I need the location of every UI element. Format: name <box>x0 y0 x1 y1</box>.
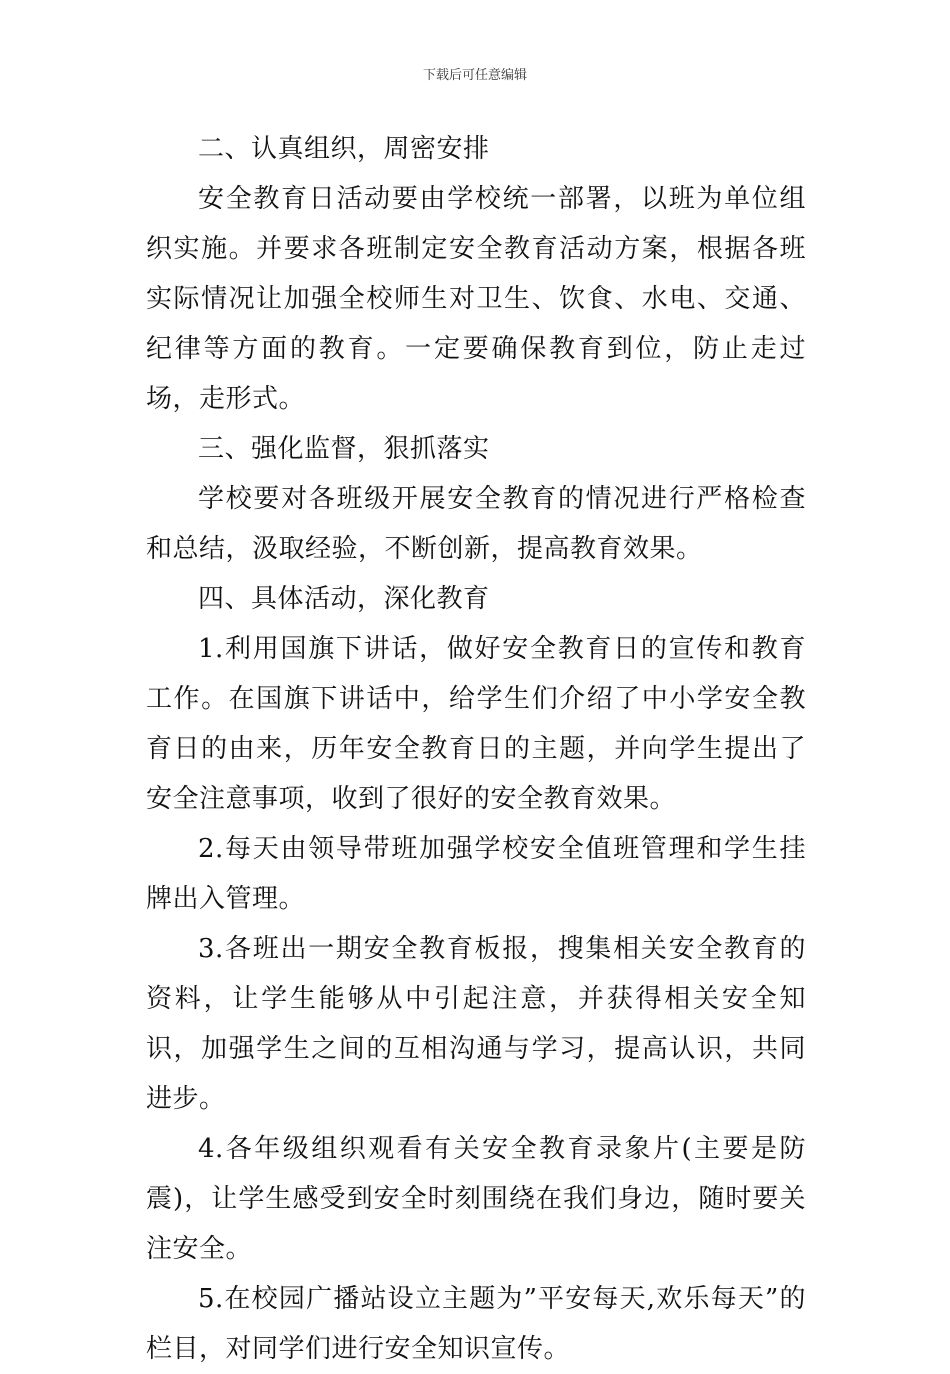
section-heading-4: 四、具体活动，深化教育 <box>198 584 490 614</box>
list-item: 1.利用国旗下讲话，做好安全教育日的宣传和教育工作。在国旗下讲话中，给学生们介绍了中小学安全教育日的由来，历年安全教育日的主题，并向学生提出了安全注意事项，收到了很好的安全教育效果。 <box>146 634 806 814</box>
list-item: 3.各班出一期安全教育板报，搜集相关安全教育的资料，让学生能够从中引起注意，并获得相关安全知识，加强学生之间的互相沟通与学习，提高认识，共同进步。 <box>146 934 806 1114</box>
document-body <box>146 124 806 1374</box>
section-heading-2: 二、认真组织，周密安排 <box>198 134 490 164</box>
list-item: 5.在校园广播站设立主题为”平安每天,欢乐每天”的栏目，对同学们进行安全知识宣传。 <box>146 1284 806 1364</box>
section-heading-3: 三、强化监督，狠抓落实 <box>198 434 490 464</box>
paragraph: 安全教育日活动要由学校统一部署，以班为单位组织实施。并要求各班制定安全教育活动方案，根据各班实际情况让加强全校师生对卫生、饮食、水电、交通、纪律等方面的教育。一定要确保教育到位，防止走过场，走形式。 <box>146 184 806 414</box>
page-header-note: 下载后可任意编辑 <box>422 68 527 83</box>
list-item: 4.各年级组织观看有关安全教育录象片(主要是防震)，让学生感受到安全时刻围绕在我们身边，随时要关注安全。 <box>146 1134 806 1264</box>
paragraph: 学校要对各班级开展安全教育的情况进行严格检查和总结，汲取经验，不断创新，提高教育效果。 <box>146 484 806 564</box>
list-item: 2.每天由领导带班加强学校安全值班管理和学生挂牌出入管理。 <box>146 834 806 914</box>
